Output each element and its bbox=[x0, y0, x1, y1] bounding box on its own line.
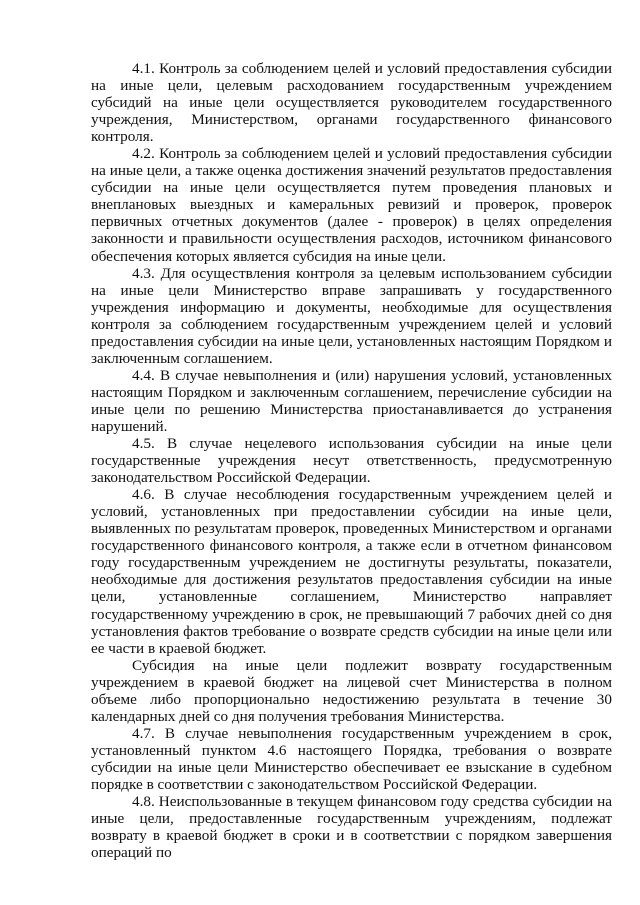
paragraph-4-6: 4.6. В случае несоблюдения государственным учреждением целей и условий, установленных при предоставлении субсидии на иные цели, выявленных по результатам проверок, проведенных Министерством и органами государственного финансового контроля, а также если в отчетном финансовом году государственным учреждением не достигнуты результаты, показатели, необходимые для достижения результатов предоставления субсидии на иные цели, установленные соглашением, Министерство направляет государственному учреждению в срок, не превышающий 7 рабочих дней со дня установления фактов требование о возврате средств субсидии на иные цели или ее части в краевой бюджет. bbox=[91, 486, 612, 657]
document-page bbox=[91, 60, 612, 861]
paragraph-4-6-continued: Субсидия на иные цели подлежит возврату государственным учреждением в краевой бюджет на лицевой счет Министерства в полном объеме либо пропорционально недостижению результата в течение 30 календарных дней со дня получения требования Министерства. bbox=[91, 656, 612, 725]
paragraph-4-1: 4.1. Контроль за соблюдением целей и условий предоставления субсидии на иные цели, целевым расходованием государственным учреждением субсидий на иные цели осуществляется руководителем государственного учреждения, Министерством, органами государственного финансового контроля. bbox=[91, 60, 612, 146]
paragraph-4-3: 4.3. Для осуществления контроля за целевым использованием субсидии на иные цели Министерство вправе запрашивать у государственного учреждения информацию и документы, необходимые для осуществления контроля за соблюдением государственным учреждением целей и условий предоставления субсидии на иные цели, установленных настоящим Порядком и заключенным соглашением. bbox=[91, 264, 612, 367]
paragraph-4-5: 4.5. В случае нецелевого использования субсидии на иные цели государственные учреждения несут ответственность, предусмотренную законодательством Российской Федерации. bbox=[91, 435, 612, 487]
paragraph-4-8: 4.8. Неиспользованные в текущем финансовом году средства субсидии на иные цели, предоставленные государственным учреждениям, подлежат возврату в краевой бюджет в сроки и в соответствии с порядком завершения операций по bbox=[91, 793, 612, 862]
paragraph-4-7: 4.7. В случае невыполнения государственным учреждением в срок, установленный пунктом 4.6 настоящего Порядка, требования о возврате субсидии на иные цели Министерство обеспечивает ее взыскание в судебном порядке в соответствии с законодательством Российской Федерации. bbox=[91, 724, 612, 793]
paragraph-4-4: 4.4. В случае невыполнения и (или) нарушения условий, установленных настоящим Порядком и заключенным соглашением, перечисление субсидии на иные цели по решению Министерства приостанавливается до устранения нарушений. bbox=[91, 366, 612, 435]
paragraph-4-2: 4.2. Контроль за соблюдением целей и условий предоставления субсидии на иные цели, а также оценка достижения значений результатов предоставления субсидии на иные цели осуществляется путем проведения плановых и внеплановых выездных и камеральных ревизий и проверок, проверок первичных отчетных документов (далее - проверок) в целях определения законности и правильности осуществления расходов, источником финансового обеспечения которых является субсидия на иные цели. bbox=[91, 145, 612, 265]
